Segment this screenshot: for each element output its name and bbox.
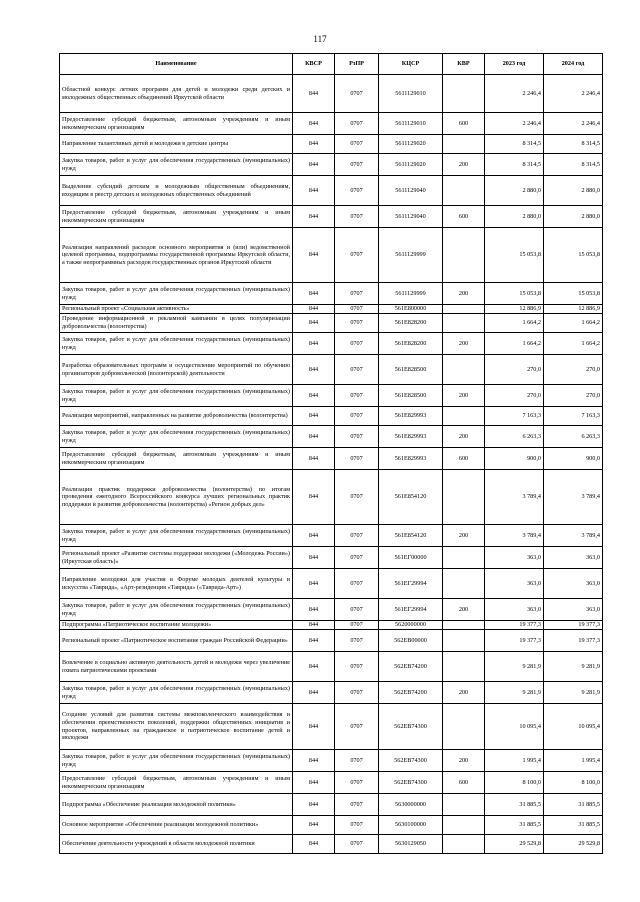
row-rzpr: 0707 [335, 835, 379, 854]
row-2024: 7 163,3 [544, 407, 603, 426]
row-rzpr: 0707 [335, 113, 379, 135]
table-row [60, 547, 603, 569]
table-row [60, 448, 603, 470]
row-2023: 900,0 [485, 448, 544, 470]
row-kvsr: 844 [293, 154, 335, 176]
row-2024: 12 886,9 [544, 305, 603, 314]
header-kvr: КВР [443, 54, 485, 75]
row-name: Закупка товаров, работ и услуг для обеспечения государственных (муниципальных) нужд [60, 283, 293, 305]
table-row [60, 525, 603, 547]
header-2024: 2024 год [544, 54, 603, 75]
row-kcsr: 5611129020 [379, 135, 443, 154]
table-row [60, 682, 603, 704]
row-kvr: 600 [443, 448, 485, 470]
row-2023: 363,0 [485, 599, 544, 621]
row-name: Предоставление субсидий бюджетным, автономным учреждениям и иным некоммерческим организациям [60, 113, 293, 135]
row-2024: 8 100,0 [544, 772, 603, 794]
row-rzpr: 0707 [335, 426, 379, 448]
table-row [60, 228, 603, 283]
table-row [60, 630, 603, 652]
row-2024: 363,0 [544, 599, 603, 621]
row-name: Проведение информационной и рекламной кампании в целях популяризации добровольчества (волонтерства) [60, 314, 293, 333]
row-rzpr: 0707 [335, 206, 379, 228]
row-kcsr: 561EГ00000 [379, 547, 443, 569]
row-kvsr: 844 [293, 305, 335, 314]
row-kvr: 600 [443, 206, 485, 228]
row-kvr [443, 314, 485, 333]
row-2024: 15 053,8 [544, 283, 603, 305]
row-kvsr: 844 [293, 75, 335, 113]
row-name: Региональный проект «Патриотическое воспитание граждан Российской Федерации» [60, 630, 293, 652]
row-2023: 8 314,5 [485, 135, 544, 154]
table-row [60, 113, 603, 135]
row-kcsr: 562EB74200 [379, 682, 443, 704]
row-2023: 1 995,4 [485, 750, 544, 772]
row-rzpr: 0707 [335, 470, 379, 525]
row-2024: 2 246,4 [544, 113, 603, 135]
row-rzpr: 0707 [335, 176, 379, 206]
row-kvr [443, 569, 485, 599]
row-kvr [443, 704, 485, 750]
row-kvr [443, 547, 485, 569]
row-name: Закупка товаров, работ и услуг для обеспечения государственных (муниципальных) нужд [60, 750, 293, 772]
row-name: Подпрограмма «Обеспечение реализации молодежной политики» [60, 794, 293, 816]
row-rzpr: 0707 [335, 630, 379, 652]
table-row [60, 154, 603, 176]
row-kcsr: 561EГ29994 [379, 599, 443, 621]
row-2023: 2 246,4 [485, 75, 544, 113]
row-2024: 363,0 [544, 569, 603, 599]
row-2024: 29 529,8 [544, 835, 603, 854]
row-kvr: 600 [443, 113, 485, 135]
row-kvsr: 844 [293, 228, 335, 283]
row-name: Подпрограмма «Патриотическое воспитание молодежи» [60, 621, 293, 630]
row-name: Создание условий для развития системы межпоколенческого взаимодействия и обеспечения преемственности поколений, поддержки общественных инициатив и проектов, направленных на гражданское и патриотическое воспитание детей и молодежи [60, 704, 293, 750]
row-2023: 12 886,9 [485, 305, 544, 314]
table-row [60, 750, 603, 772]
table-row [60, 704, 603, 750]
row-kvr [443, 794, 485, 816]
row-rzpr: 0707 [335, 333, 379, 355]
row-2024: 1 995,4 [544, 750, 603, 772]
table-row [60, 333, 603, 355]
row-2024: 9 281,9 [544, 652, 603, 682]
row-2023: 363,0 [485, 569, 544, 599]
table-row [60, 470, 603, 525]
row-rzpr: 0707 [335, 228, 379, 283]
row-2023: 8 314,5 [485, 154, 544, 176]
row-kvr [443, 652, 485, 682]
row-2024: 2 880,0 [544, 206, 603, 228]
row-2023: 1 664,2 [485, 333, 544, 355]
row-kcsr: 5611129999 [379, 283, 443, 305]
row-2023: 9 281,9 [485, 682, 544, 704]
row-2023: 3 789,4 [485, 525, 544, 547]
row-2023: 363,0 [485, 547, 544, 569]
row-kvsr: 844 [293, 525, 335, 547]
row-rzpr: 0707 [335, 355, 379, 385]
row-kvsr: 844 [293, 704, 335, 750]
header-name: Наименование [60, 54, 293, 75]
row-kvsr: 844 [293, 206, 335, 228]
row-name: Обеспечение деятельности учреждений в области молодежной политики [60, 835, 293, 854]
row-kvr [443, 816, 485, 835]
row-rzpr: 0707 [335, 547, 379, 569]
budget-table [59, 53, 603, 854]
row-rzpr: 0707 [335, 448, 379, 470]
row-name: Направление молодежи для участия в Форуме молодых деятелей культуры и искусства «Таврида», «Арт-резиденция «Таврида» («Таврида-Арт») [60, 569, 293, 599]
row-2024: 2 246,4 [544, 75, 603, 113]
row-name: Закупка товаров, работ и услуг для обеспечения государственных (муниципальных) нужд [60, 385, 293, 407]
row-kvsr: 844 [293, 816, 335, 835]
table-row [60, 314, 603, 333]
row-2024: 31 885,5 [544, 816, 603, 835]
row-kvsr: 844 [293, 135, 335, 154]
row-rzpr: 0707 [335, 385, 379, 407]
row-2024: 31 885,5 [544, 794, 603, 816]
table-row [60, 772, 603, 794]
row-2024: 6 263,3 [544, 426, 603, 448]
row-kcsr: 561E828200 [379, 333, 443, 355]
row-2024: 1 664,2 [544, 333, 603, 355]
row-rzpr: 0707 [335, 682, 379, 704]
row-name: Предоставление субсидий бюджетным, автономным учреждениям и иным некоммерческим организациям [60, 772, 293, 794]
row-kcsr: 562EB74200 [379, 652, 443, 682]
row-kvr [443, 355, 485, 385]
row-kvsr: 844 [293, 630, 335, 652]
row-2023: 19 377,3 [485, 621, 544, 630]
row-kvsr: 844 [293, 385, 335, 407]
row-name: Направление талантливых детей и молодежи в детские центры [60, 135, 293, 154]
row-kcsr: 561E828500 [379, 385, 443, 407]
row-kcsr: 561E828200 [379, 314, 443, 333]
row-kvsr: 844 [293, 621, 335, 630]
table-row [60, 176, 603, 206]
row-kcsr: 561EГ29994 [379, 569, 443, 599]
row-2024: 1 664,2 [544, 314, 603, 333]
row-2023: 6 263,3 [485, 426, 544, 448]
row-kcsr: 5620000000 [379, 621, 443, 630]
row-2023: 2 880,0 [485, 206, 544, 228]
row-kvsr: 844 [293, 835, 335, 854]
row-kcsr: 562EB74300 [379, 772, 443, 794]
row-2023: 270,0 [485, 355, 544, 385]
row-kvsr: 844 [293, 426, 335, 448]
row-kvsr: 844 [293, 682, 335, 704]
row-rzpr: 0707 [335, 772, 379, 794]
row-kvr [443, 407, 485, 426]
table-header-row [60, 54, 603, 75]
row-name: Областной конкурс летних программ для детей и молодежи среди детских и молодежных общественных объединений Иркутской области [60, 75, 293, 113]
row-kcsr: 561E854120 [379, 470, 443, 525]
row-kcsr: 5611129999 [379, 228, 443, 283]
row-kcsr: 561E829993 [379, 426, 443, 448]
row-kvr: 200 [443, 283, 485, 305]
row-2023: 29 529,8 [485, 835, 544, 854]
row-kvr: 200 [443, 426, 485, 448]
row-name: Закупка товаров, работ и услуг для обеспечения государственных (муниципальных) нужд [60, 426, 293, 448]
table-row [60, 355, 603, 385]
row-name: Предоставление субсидий бюджетным, автономным учреждениям и иным некоммерческим организациям [60, 206, 293, 228]
row-kvsr: 844 [293, 794, 335, 816]
row-kcsr: 5630129050 [379, 835, 443, 854]
row-rzpr: 0707 [335, 314, 379, 333]
row-kvsr: 844 [293, 470, 335, 525]
row-kvr [443, 135, 485, 154]
row-2024: 363,0 [544, 547, 603, 569]
row-name: Закупка товаров, работ и услуг для обеспечения государственных (муниципальных) нужд [60, 599, 293, 621]
table-row [60, 385, 603, 407]
table-row [60, 621, 603, 630]
row-rzpr: 0707 [335, 283, 379, 305]
row-rzpr: 0707 [335, 407, 379, 426]
row-2023: 7 163,3 [485, 407, 544, 426]
row-2023: 10 095,4 [485, 704, 544, 750]
row-2023: 15 053,8 [485, 228, 544, 283]
table-row [60, 652, 603, 682]
row-name: Выделение субсидий детским и молодежным общественным объединениям, входящим в реестр детских и молодежных общественных объединений [60, 176, 293, 206]
table-row [60, 75, 603, 113]
row-rzpr: 0707 [335, 750, 379, 772]
row-2024: 19 377,3 [544, 621, 603, 630]
row-kvsr: 844 [293, 599, 335, 621]
row-kvr [443, 630, 485, 652]
row-rzpr: 0707 [335, 525, 379, 547]
row-2024: 10 095,4 [544, 704, 603, 750]
row-kvr [443, 75, 485, 113]
row-kvr: 200 [443, 750, 485, 772]
header-kcsr: КЦСР [379, 54, 443, 75]
row-2024: 2 880,0 [544, 176, 603, 206]
row-kcsr: 5630000000 [379, 794, 443, 816]
row-2023: 31 885,5 [485, 794, 544, 816]
row-rzpr: 0707 [335, 621, 379, 630]
table-row [60, 135, 603, 154]
row-kvr: 200 [443, 333, 485, 355]
row-kcsr: 5630100000 [379, 816, 443, 835]
table-row [60, 206, 603, 228]
row-kcsr: 561E800000 [379, 305, 443, 314]
row-kvr [443, 621, 485, 630]
row-kvr: 200 [443, 599, 485, 621]
row-kcsr: 562EB74300 [379, 750, 443, 772]
row-name: Разработка образовательных программ и осуществление мероприятий по обучению организаторов добровольческой (волонтерской) деятельности [60, 355, 293, 385]
row-kvsr: 844 [293, 113, 335, 135]
row-rzpr: 0707 [335, 135, 379, 154]
row-kcsr: 5611129020 [379, 154, 443, 176]
row-rzpr: 0707 [335, 75, 379, 113]
row-kcsr: 5611129040 [379, 176, 443, 206]
table-row [60, 835, 603, 854]
row-2024: 900,0 [544, 448, 603, 470]
row-kvr: 200 [443, 385, 485, 407]
row-2024: 9 281,9 [544, 682, 603, 704]
row-rzpr: 0707 [335, 569, 379, 599]
row-2023: 31 885,5 [485, 816, 544, 835]
row-kvsr: 844 [293, 448, 335, 470]
header-2023: 2023 год [485, 54, 544, 75]
row-kvr: 200 [443, 525, 485, 547]
table-row [60, 794, 603, 816]
table-row [60, 569, 603, 599]
row-kcsr: 5611129010 [379, 113, 443, 135]
row-kvr [443, 835, 485, 854]
row-name: Региональный проект «Социальная активность» [60, 305, 293, 314]
row-kvr: 200 [443, 154, 485, 176]
row-name: Закупка товаров, работ и услуг для обеспечения государственных (муниципальных) нужд [60, 525, 293, 547]
row-kvr [443, 470, 485, 525]
row-kvsr: 844 [293, 333, 335, 355]
row-name: Предоставление субсидий бюджетным, автономным учреждениям и иным некоммерческим организациям [60, 448, 293, 470]
row-name: Закупка товаров, работ и услуг для обеспечения государственных (муниципальных) нужд [60, 333, 293, 355]
row-name: Основное мероприятие «Обеспечение реализации молодежной политики» [60, 816, 293, 835]
row-kcsr: 561E854120 [379, 525, 443, 547]
row-kvsr: 844 [293, 314, 335, 333]
row-kcsr: 5611129010 [379, 75, 443, 113]
table-row [60, 283, 603, 305]
row-2023: 2 246,4 [485, 113, 544, 135]
row-2024: 270,0 [544, 385, 603, 407]
row-kvsr: 844 [293, 750, 335, 772]
header-kvsr: КВСР [293, 54, 335, 75]
row-name: Закупка товаров, работ и услуг для обеспечения государственных (муниципальных) нужд [60, 682, 293, 704]
row-kcsr: 561E829993 [379, 407, 443, 426]
row-rzpr: 0707 [335, 305, 379, 314]
row-kvsr: 844 [293, 772, 335, 794]
row-2023: 1 664,2 [485, 314, 544, 333]
row-2024: 8 314,5 [544, 135, 603, 154]
row-2024: 270,0 [544, 355, 603, 385]
table-row [60, 426, 603, 448]
row-rzpr: 0707 [335, 154, 379, 176]
row-name: Региональный проект «Развитие системы поддержки молодежи («Молодежь России») (Иркутская область)» [60, 547, 293, 569]
row-kcsr: 561E828500 [379, 355, 443, 385]
row-kvsr: 844 [293, 283, 335, 305]
row-name: Реализация направлений расходов основного мероприятия и (или) ведомственной целевой программы, подпрограммы государственной программы Иркутской области, а также непрограммных расходов государственных органов Иркутской области [60, 228, 293, 283]
row-rzpr: 0707 [335, 794, 379, 816]
row-kvsr: 844 [293, 355, 335, 385]
row-kvsr: 844 [293, 407, 335, 426]
row-2023: 19 377,3 [485, 630, 544, 652]
row-rzpr: 0707 [335, 652, 379, 682]
row-2023: 3 789,4 [485, 470, 544, 525]
row-kvr [443, 228, 485, 283]
row-kvr: 600 [443, 772, 485, 794]
row-kcsr: 562EB74300 [379, 704, 443, 750]
row-kvr: 200 [443, 682, 485, 704]
row-2024: 15 053,8 [544, 228, 603, 283]
row-2023: 9 281,9 [485, 652, 544, 682]
row-kvr [443, 305, 485, 314]
row-2024: 3 789,4 [544, 470, 603, 525]
row-2023: 2 880,0 [485, 176, 544, 206]
row-name: Вовлечение в социально активную деятельность детей и молодежи через увеличение охвата патриотическими проектами [60, 652, 293, 682]
row-2023: 270,0 [485, 385, 544, 407]
row-2024: 3 789,4 [544, 525, 603, 547]
row-kvsr: 844 [293, 176, 335, 206]
row-2024: 19 377,3 [544, 630, 603, 652]
row-name: Закупка товаров, работ и услуг для обеспечения государственных (муниципальных) нужд [60, 154, 293, 176]
row-name: Реализация практик поддержки добровольчества (волонтерства) по итогам проведения ежегодного Всероссийского конкурса лучших региональных практик поддержки и развития добровольчества (волонтерства) «Регион добрых дел» [60, 470, 293, 525]
row-rzpr: 0707 [335, 704, 379, 750]
table-row [60, 599, 603, 621]
row-kvsr: 844 [293, 652, 335, 682]
table-row [60, 407, 603, 426]
row-rzpr: 0707 [335, 816, 379, 835]
row-kcsr: 562EB00000 [379, 630, 443, 652]
row-kvsr: 844 [293, 547, 335, 569]
page-number: 117 [313, 34, 327, 44]
header-rzpr: РзПР [335, 54, 379, 75]
row-rzpr: 0707 [335, 599, 379, 621]
table-row [60, 816, 603, 835]
row-kcsr: 5611129040 [379, 206, 443, 228]
row-2023: 8 100,0 [485, 772, 544, 794]
row-kcsr: 561E829993 [379, 448, 443, 470]
row-2024: 8 314,5 [544, 154, 603, 176]
table-row [60, 305, 603, 314]
row-2023: 15 053,8 [485, 283, 544, 305]
row-kvr [443, 176, 485, 206]
row-name: Реализация мероприятий, направленных на развитие добровольчества (волонтерства) [60, 407, 293, 426]
row-kvsr: 844 [293, 569, 335, 599]
